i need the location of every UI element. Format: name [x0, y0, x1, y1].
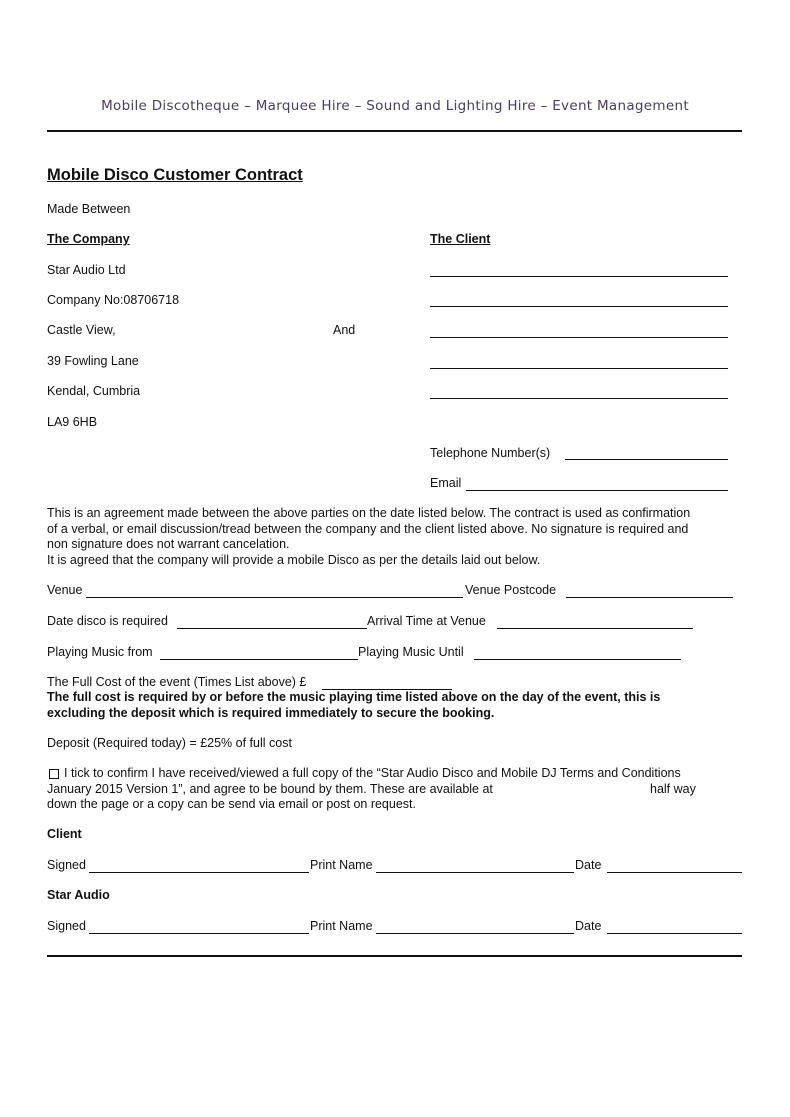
full-cost-note-line-1: The full cost is required by or before the music playing time listed above on the day of the event, this is — [47, 690, 661, 704]
arrival-time-label: Arrival Time at Venue — [367, 614, 486, 628]
telephone-field[interactable] — [565, 459, 728, 460]
playing-until-field[interactable] — [474, 659, 681, 660]
footer-divider — [47, 955, 742, 957]
full-cost-note — [47, 690, 737, 721]
company-postcode: LA9 6HB — [47, 415, 98, 429]
venue-postcode-field[interactable] — [566, 597, 733, 598]
agreement-line-2: of a verbal, or email discussion/tread between the company and the client listed above. No signature is required and — [47, 521, 689, 536]
company-heading: The Company — [47, 232, 130, 246]
client-heading: The Client — [430, 232, 491, 246]
terms-line-2: January 2015 Version 1”, and agree to be bound by them. These are available at — [47, 781, 493, 796]
email-field[interactable] — [466, 490, 728, 491]
page-title: Mobile Disco Customer Contract — [47, 166, 303, 184]
terms-line-1: I tick to confirm I have received/viewed a full copy of the “Star Audio Disco and Mobile DJ Terms and Conditions — [64, 766, 681, 780]
date-required-field[interactable] — [177, 628, 367, 629]
company-address-line1: Castle View, — [47, 323, 116, 337]
client-print-name-field[interactable] — [376, 872, 574, 873]
deposit-text: Deposit (Required today) = £25% of full cost — [47, 736, 292, 750]
company-print-name-label: Print Name — [310, 919, 373, 933]
venue-label: Venue — [47, 583, 83, 597]
terms-paragraph — [47, 766, 737, 813]
company-address-line2: 39 Fowling Lane — [47, 354, 139, 368]
terms-line-3: down the page or a copy can be send via email or post on request. — [47, 797, 416, 811]
venue-postcode-label: Venue Postcode — [465, 583, 557, 597]
client-detail-line-1[interactable] — [430, 276, 728, 277]
header-divider — [47, 130, 742, 132]
client-detail-line-5[interactable] — [430, 398, 728, 399]
client-signed-field[interactable] — [89, 872, 309, 873]
playing-from-label: Playing Music from — [47, 645, 153, 659]
venue-field[interactable] — [86, 597, 463, 598]
made-between-label: Made Between — [47, 202, 131, 216]
company-signed-field[interactable] — [89, 933, 309, 934]
agreement-paragraph — [47, 506, 737, 568]
header-tagline: Mobile Discotheque – Marquee Hire – Sound and Lighting Hire – Event Management — [101, 98, 689, 114]
date-required-label: Date disco is required — [47, 614, 168, 628]
company-signature-heading: Star Audio — [47, 888, 110, 902]
company-print-name-field[interactable] — [376, 933, 574, 934]
company-address-line3: Kendal, Cumbria — [47, 384, 141, 398]
company-signed-label: Signed — [47, 919, 86, 933]
full-cost-label: The Full Cost of the event (Times List above) £ — [47, 675, 307, 689]
client-signature-heading: Client — [47, 827, 82, 841]
playing-from-field[interactable] — [160, 659, 358, 660]
agreement-line-3: non signature does not warrant cancelation. — [47, 537, 290, 551]
full-cost-note-line-2: excluding the deposit which is required immediately to secure the booking. — [47, 705, 495, 720]
company-date-label: Date — [575, 919, 602, 933]
playing-until-label: Playing Music Until — [358, 645, 464, 659]
email-label: Email — [430, 476, 462, 490]
client-detail-line-4[interactable] — [430, 368, 728, 369]
agreement-line-1: This is an agreement made between the above parties on the date listed below. The contract is used as confirmation — [47, 506, 691, 520]
agreement-line-4: It is agreed that the company will provide a mobile Disco as per the details laid out below. — [47, 552, 541, 567]
company-date-field[interactable] — [607, 933, 742, 934]
client-detail-line-2[interactable] — [430, 306, 728, 307]
client-signed-label: Signed — [47, 858, 86, 872]
company-number: Company No:08706718 — [47, 293, 180, 307]
telephone-label: Telephone Number(s) — [430, 446, 551, 460]
company-name: Star Audio Ltd — [47, 263, 126, 277]
client-print-name-label: Print Name — [310, 858, 373, 872]
client-detail-line-3[interactable] — [430, 337, 728, 338]
client-date-field[interactable] — [607, 872, 742, 873]
arrival-time-field[interactable] — [497, 628, 693, 629]
client-date-label: Date — [575, 858, 602, 872]
and-label: And — [333, 323, 356, 337]
terms-line-2-end: half way — [650, 781, 696, 796]
